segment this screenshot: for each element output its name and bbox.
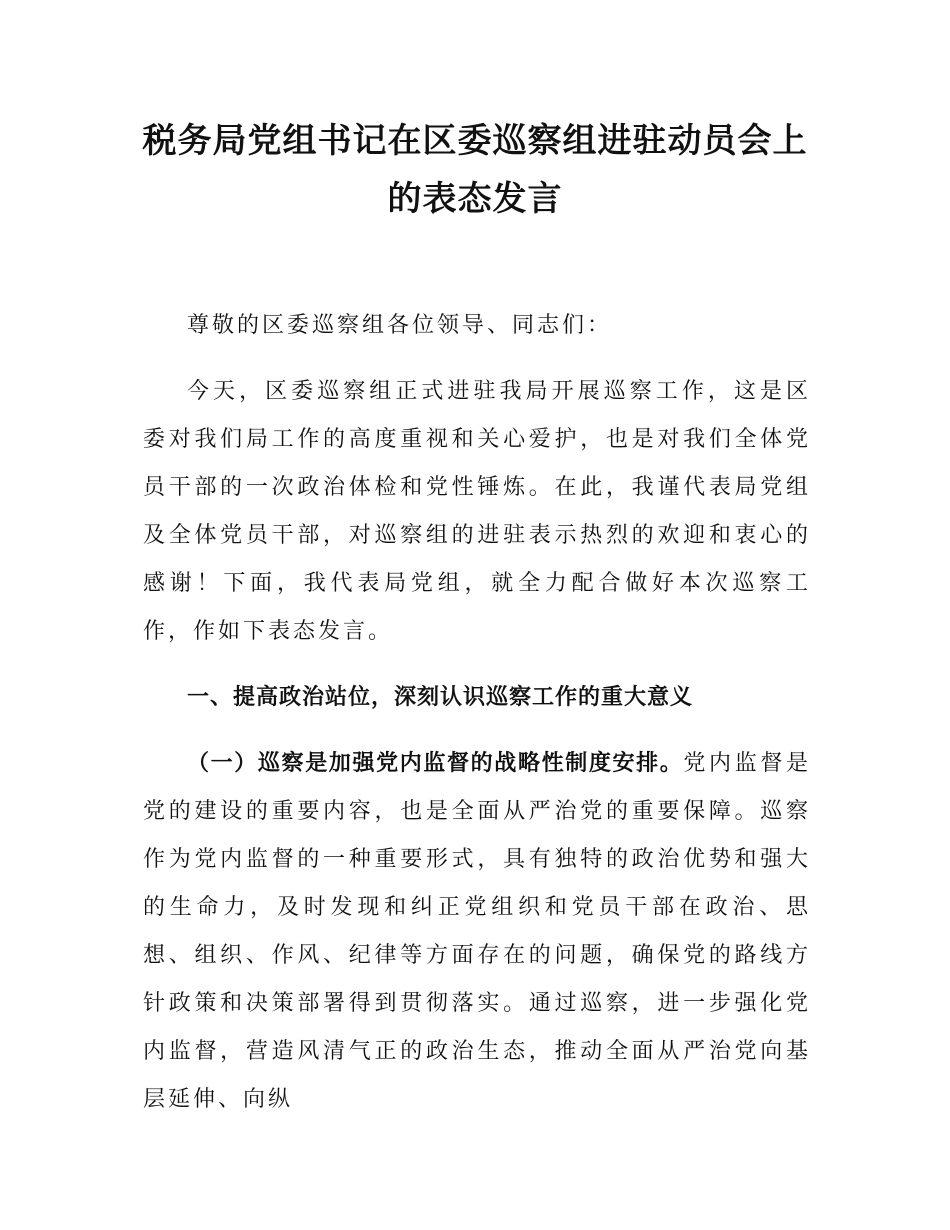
subsection-text-1: 党内监督是党的建设的重要内容，也是全面从严治党的重要保障。巡察作为党内监督的一种重要形式，具有独特的政治优势和强大的生命力，及时发现和纠正党组织和党员干部在政治、思想、组织、作风、纪律等方面存在的问题，确保党的路线方针政策和决策部署得到贯彻落实。通过巡察，进一步强化党内监督，营造风清气正的政治生态，推动全面从严治党向基层延伸、向纵 <box>143 751 811 1112</box>
document-title: 税务局党组书记在区委巡察组进驻动员会上的表态发言 <box>142 121 808 219</box>
document-body <box>143 302 811 1142</box>
opening-paragraph: 今天，区委巡察组正式进驻我局开展巡察工作，这是区委对我们局工作的高度重视和关心爱护，也是对我们全体党员干部的一次政治体检和党性锤炼。在此，我谨代表局党组及全体党员干部，对巡察组的进驻表示热烈的欢迎和衷心的感谢！下面，我代表局党组，就全力配合做好本次巡察工作，作如下表态发言。 <box>143 379 811 644</box>
subsection-paragraph-1 <box>143 740 811 1124</box>
section-heading-1: 一、提高政治站位，深刻认识巡察工作的重大意义 <box>187 685 694 710</box>
subsection-lead-1: （一）巡察是加强党内监督的战略性制度安排。 <box>187 751 684 776</box>
salutation: 尊敬的区委巡察组各位领导、同志们： <box>187 313 613 338</box>
